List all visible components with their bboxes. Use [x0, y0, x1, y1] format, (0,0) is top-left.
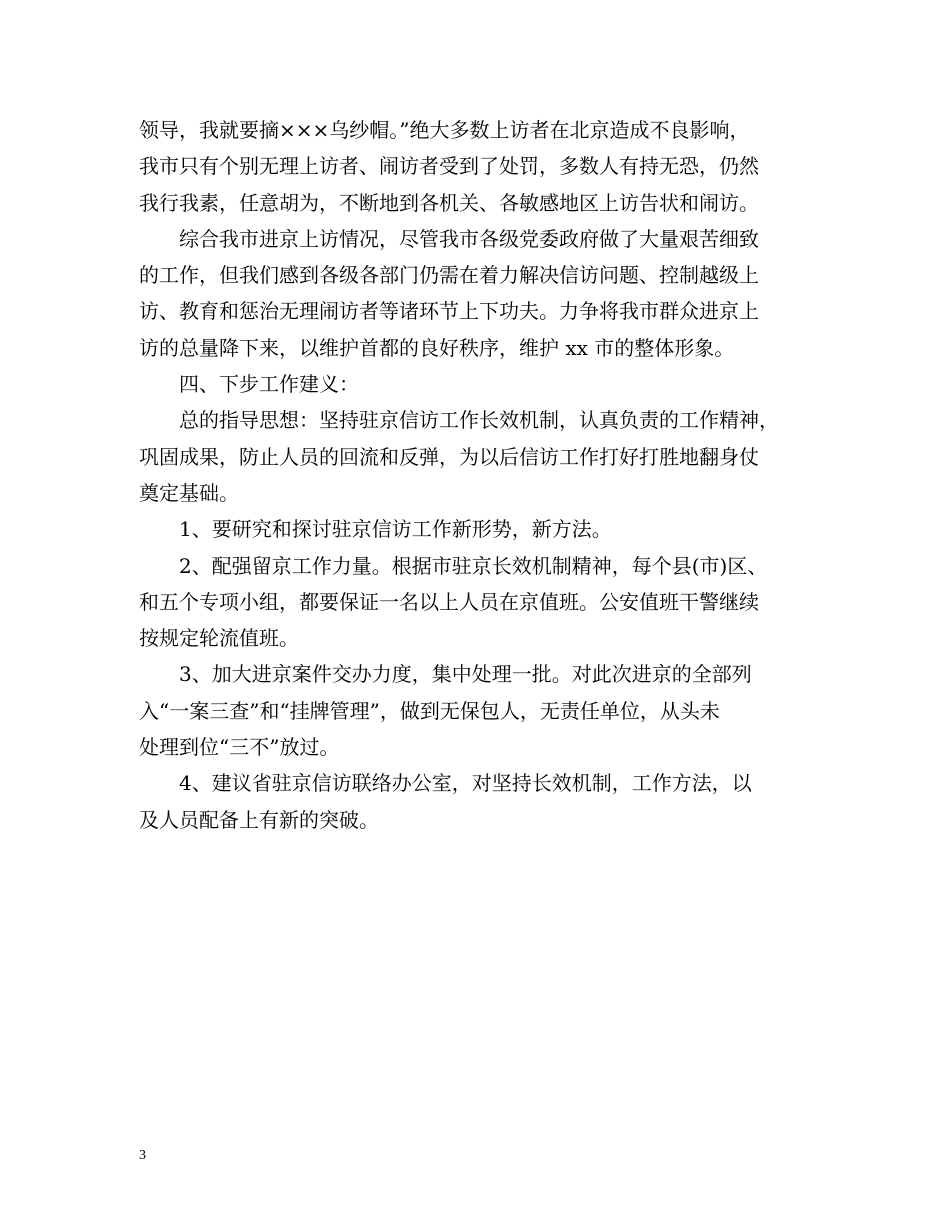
page-number: 3 — [139, 1148, 146, 1163]
text-line: 访的总量降下来，以维护首都的良好秩序，维护 xx 市的整体形象。 — [139, 335, 735, 360]
text-line: 按规定轮流值班。 — [139, 626, 299, 651]
text-line: 入“一案三查”和“挂牌管理”，做到无保包人，无责任单位，从头未 — [139, 698, 720, 723]
paragraph-start-line: 总的指导思想：坚持驻京信访工作长效机制，认真负责的工作精神， — [179, 408, 779, 433]
list-item-1: 1、要研究和探讨驻京信访工作新形势，新方法。 — [179, 517, 612, 542]
body-text — [139, 112, 819, 838]
text-line: 处理到位“三不”放过。 — [139, 735, 340, 760]
text-line: 奠定基础。 — [139, 480, 239, 505]
text-line: 巩固成果，防止人员的回流和反弹，为以后信访工作打好打胜地翻身仗 — [139, 444, 759, 469]
list-item-2: 2、配强留京工作力量。根据市驻京长效机制精神，每个县(市)区、 — [179, 553, 768, 578]
text-line: 我市只有个别无理上访者、闹访者受到了处罚，多数人有持无恐，仍然 — [139, 154, 759, 179]
text-line: 领导，我就要摘×××乌纱帽。”绝大多数上访者在北京造成不良影响， — [139, 118, 750, 142]
section-heading: 四、下步工作建义： — [179, 372, 359, 397]
list-item-4: 4、建议省驻京信访联络办公室，对坚持长效机制，工作方法，以 — [179, 771, 752, 796]
list-item-3: 3、加大进京案件交办力度，集中处理一批。对此次进京的全部列 — [179, 662, 752, 687]
text-line: 访、教育和惩治无理闹访者等诸环节上下功夫。力争将我市群众进京上 — [139, 299, 759, 324]
text-line: 及人员配备上有新的突破。 — [139, 807, 379, 832]
paragraph-start-line: 综合我市进京上访情况，尽管我市各级党委政府做了大量艰苦细致 — [179, 226, 759, 251]
text-line: 和五个专项小组，都要保证一名以上人员在京值班。公安值班干警继续 — [139, 589, 759, 614]
text-line: 的工作，但我们感到各级各部门仍需在着力解决信访问题、控制越级上 — [139, 263, 759, 288]
text-line: 我行我素，任意胡为，不断地到各机关、各敏感地区上访告状和闹访。 — [139, 190, 759, 215]
